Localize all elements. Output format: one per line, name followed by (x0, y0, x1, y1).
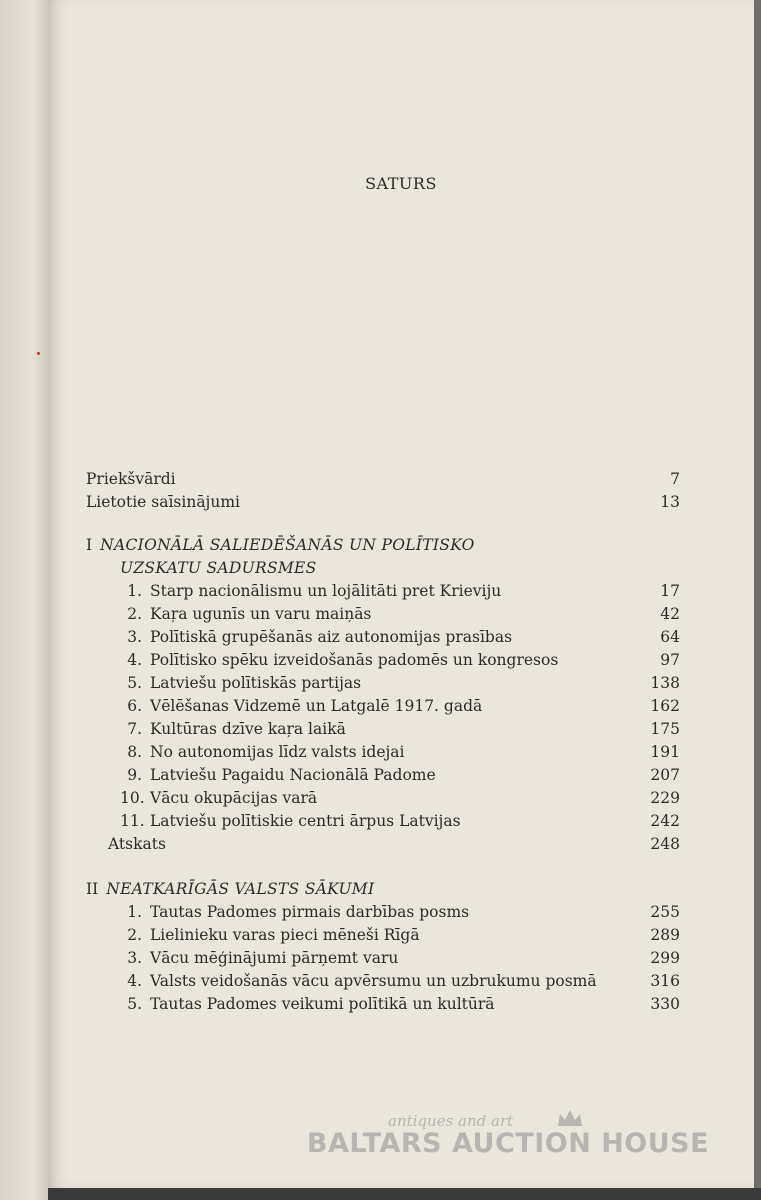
entry-number: 9. (127, 766, 142, 784)
entry-text: Latviešu polītiskās partijas (150, 674, 362, 692)
part-title: NEATKARĪGĀS VALSTS SĀKUMI (106, 880, 375, 898)
entry-number: 5. (127, 674, 142, 692)
entry-page: 138 (650, 674, 680, 692)
toc-entry (86, 695, 680, 718)
entry-number: 4. (127, 972, 142, 990)
entry-page: 330 (650, 995, 680, 1013)
toc-entry (86, 580, 680, 603)
entry-text: Vēlēšanas Vidzemē un Latgalē 1917. gadā (150, 697, 483, 715)
entry-number: 10. (120, 789, 145, 807)
toc-entry-preface (86, 468, 680, 491)
toc-entry (86, 787, 680, 810)
book-page (48, 0, 754, 1188)
entry-page: 17 (660, 582, 680, 600)
table-of-contents (86, 468, 680, 1016)
entry-page: 207 (650, 766, 680, 784)
toc-entry (86, 901, 680, 924)
toc-entry (86, 764, 680, 787)
entry-page: 316 (650, 972, 680, 990)
entry-text: Latviešu Pagaidu Nacionālā Padome (150, 766, 436, 784)
page-title: SATURS (365, 174, 437, 193)
entry-page: 299 (650, 949, 680, 967)
entry-number: 1. (127, 582, 142, 600)
book-page-edge (0, 0, 48, 1200)
entry-text: Polītiskā grupēšanās aiz autonomijas prasības (150, 628, 513, 646)
entry-text: Atskats (108, 835, 166, 853)
entry-number: 3. (127, 949, 142, 967)
entry-number: 8. (127, 743, 142, 761)
entry-number: 6. (127, 697, 142, 715)
part-number: II (86, 880, 99, 898)
toc-entry (86, 970, 680, 993)
entry-number: 3. (127, 628, 142, 646)
background-bottom (48, 1188, 761, 1200)
toc-entry (86, 649, 680, 672)
entry-number: 5. (127, 995, 142, 1013)
toc-entry (86, 924, 680, 947)
crown-icon (556, 1108, 584, 1128)
part-heading-1 (86, 534, 680, 557)
watermark-tagline: antiques and art (388, 1112, 514, 1130)
entry-number: 1. (127, 903, 142, 921)
toc-entry (86, 810, 680, 833)
toc-entry (86, 626, 680, 649)
entry-page: 255 (650, 903, 680, 921)
entry-page: 175 (650, 720, 680, 738)
entry-text: Polītisko spēku izveidošanās padomēs un kongresos (150, 651, 559, 669)
entry-page: 248 (650, 835, 680, 853)
page-mark (37, 352, 40, 355)
toc-entry (86, 947, 680, 970)
toc-entry (86, 718, 680, 741)
entry-text: Starp nacionālismu un lojālitāti pret Krieviju (150, 582, 502, 600)
entry-number: 4. (127, 651, 142, 669)
entry-text: Lielinieku varas pieci mēneši Rīgā (150, 926, 420, 944)
entry-text: Vācu mēģinājumi pārņemt varu (150, 949, 399, 967)
entry-number: 2. (127, 926, 142, 944)
entry-text: Tautas Padomes pirmais darbības posms (150, 903, 470, 921)
entry-number: 2. (127, 605, 142, 623)
entry-text: No autonomijas līdz valsts idejai (150, 743, 405, 761)
entry-text: Tautas Padomes veikumi polītikā un kultūrā (150, 995, 495, 1013)
watermark-name: BALTARS AUCTION HOUSE (306, 1128, 710, 1159)
toc-entry (86, 603, 680, 626)
entry-page: 289 (650, 926, 680, 944)
entry-page: 191 (650, 743, 680, 761)
entry-number: 11. (120, 812, 145, 830)
entry-page: 97 (660, 651, 680, 669)
toc-entry (86, 993, 680, 1016)
entry-page: 242 (650, 812, 680, 830)
part-heading-1-continued: UZSKATU SADURSMES (120, 559, 317, 577)
entry-text: Kaŗa ugunīs un varu maiņās (150, 605, 372, 623)
part-title: NACIONĀLĀ SALIEDĒŠANĀS UN POLĪTISKO (100, 536, 475, 554)
entry-page: 229 (650, 789, 680, 807)
entry-text: Valsts veidošanās vācu apvērsumu un uzbrukumu posmā (150, 972, 597, 990)
toc-entry-summary (86, 833, 680, 856)
entry-page: 7 (670, 470, 680, 488)
part-heading-2 (86, 878, 680, 901)
part-number: I (86, 536, 93, 554)
entry-text: Kultūras dzīve kaŗa laikā (150, 720, 346, 738)
toc-entry (86, 672, 680, 695)
entry-page: 13 (660, 493, 680, 511)
entry-page: 64 (660, 628, 680, 646)
entry-text: Vācu okupācijas varā (150, 789, 318, 807)
background-strip (753, 0, 761, 1200)
entry-number: 7. (127, 720, 142, 738)
toc-entry-abbreviations (86, 491, 680, 514)
entry-text: Priekšvārdi (86, 470, 176, 488)
entry-text: Lietotie saīsinājumi (86, 493, 241, 511)
toc-entry (86, 741, 680, 764)
entry-page: 162 (650, 697, 680, 715)
entry-page: 42 (660, 605, 680, 623)
entry-text: Latviešu polītiskie centri ārpus Latvijas (150, 812, 461, 830)
